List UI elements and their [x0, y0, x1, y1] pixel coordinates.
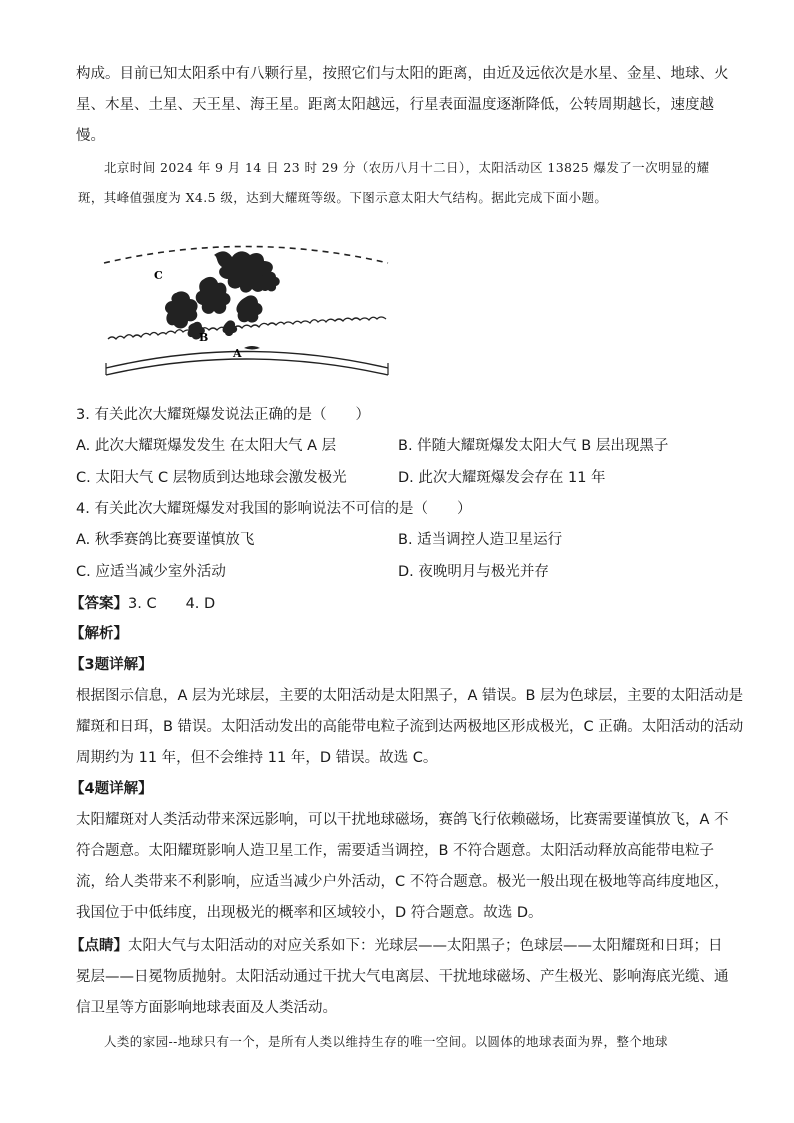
detail-4-line-3: 流，给人类带来不利影响，应适当减少户外活动，C 不符合题意。极光一般出现在极地等高纬度地区，	[76, 874, 729, 890]
detail-3-line-1: 根据图示信息，A 层为光球层，主要的太阳活动是太阳黑子，A 错误。B 层为色球层，主要的太阳活动是	[76, 688, 744, 704]
detail-3-line-3: 周期约为 11 年，但不会维持 11 年，D 错误。故选 C。	[76, 750, 438, 766]
q4-stem: 4. 有关此次大耀斑爆发对我国的影响说法不可信的是（ ）	[76, 501, 472, 517]
solar-atmosphere-diagram	[96, 235, 396, 385]
tip-line-1	[70, 936, 723, 956]
material-line-2: 斑，其峰值强度为 X4.5 级，达到大耀斑等级。下图示意太阳大气结构。据此完成下面小题。	[78, 190, 608, 205]
solar-atmosphere-figure	[96, 235, 396, 385]
prominence-eruption	[165, 251, 280, 339]
intro-line-2: 星、木星、土星、天王星、海王星。距离太阳越远，行星表面温度逐渐降低，公转周期越长，速度越	[76, 97, 714, 113]
intro-line-3: 慢。	[76, 128, 105, 144]
tip-tag: 【点睛】	[70, 938, 128, 954]
analysis-tag: 【解析】	[70, 626, 128, 642]
q3-option-d: D. 此次大耀斑爆发会存在 11 年	[398, 470, 606, 486]
label-a: A	[233, 347, 242, 360]
q3-option-c: C. 太阳大气 C 层物质到达地球会激发极光	[76, 470, 347, 486]
next-material-line-1: 人类的家园--地球只有一个，是所有人类以维持生存的唯一空间。以圆体的地球表面为界，整个地球	[104, 1034, 668, 1049]
photosphere-line-inner	[106, 359, 388, 375]
tip-line-3: 信卫星等方面影响地球表面及人类活动。	[76, 1000, 337, 1016]
answer-text: 3. C 4. D	[128, 596, 216, 612]
tip-line-2: 冕层——日冕物质抛射。太阳活动通过干扰大气电离层、干扰地球磁场、产生极光、影响海底光缆、通	[76, 969, 729, 985]
sunspot	[244, 346, 260, 350]
intro-line-1: 构成。目前已知太阳系中有八颗行星，按照它们与太阳的距离，由近及远依次是水星、金星、地球、火	[76, 66, 729, 82]
label-b: B	[199, 331, 209, 344]
detail-3-tag: 【3题详解】	[70, 657, 153, 673]
q4-option-a: A. 秋季赛鸽比赛要谨慎放飞	[76, 532, 255, 548]
material-line-1: 北京时间 2024 年 9 月 14 日 23 时 29 分（农历八月十二日），太阳活动区 13825 爆发了一次明显的耀	[104, 160, 710, 175]
answer-row	[70, 594, 215, 614]
q4-option-d: D. 夜晚明月与极光并存	[398, 564, 549, 580]
detail-4-line-1: 太阳耀斑对人类活动带来深远影响，可以干扰地球磁场，赛鸽飞行依赖磁场，比赛需要谨慎放飞，A 不	[76, 812, 729, 828]
label-c: C	[154, 269, 163, 282]
q4-option-c: C. 应适当减少室外活动	[76, 564, 226, 580]
answer-tag: 【答案】	[70, 596, 128, 612]
detail-3-line-2: 耀斑和日珥，B 错误。太阳活动发出的高能带电粒子流到达两极地区形成极光，C 正确。太阳活动的活动	[76, 719, 744, 735]
q3-option-a: A. 此次大耀斑爆发发生 在太阳大气 A 层	[76, 438, 337, 454]
q3-option-b: B. 伴随大耀斑爆发太阳大气 B 层出现黑子	[398, 438, 669, 454]
detail-4-tag: 【4题详解】	[70, 781, 153, 797]
detail-4-line-4: 我国位于中低纬度，出现极光的概率和区域较小，D 符合题意。故选 D。	[76, 905, 543, 921]
photosphere-line-outer	[106, 352, 388, 369]
q4-option-b: B. 适当调控人造卫星运行	[398, 532, 563, 548]
tip-text-1: 太阳大气与太阳活动的对应关系如下：光球层——太阳黑子；色球层——太阳耀斑和日珥；日	[128, 938, 723, 954]
q3-stem: 3. 有关此次大耀斑爆发说法正确的是（ ）	[76, 407, 370, 423]
detail-4-line-2: 符合题意。太阳耀斑影响人造卫星工作，需要适当调控，B 不符合题意。太阳活动释放高能带电粒子	[76, 843, 715, 859]
